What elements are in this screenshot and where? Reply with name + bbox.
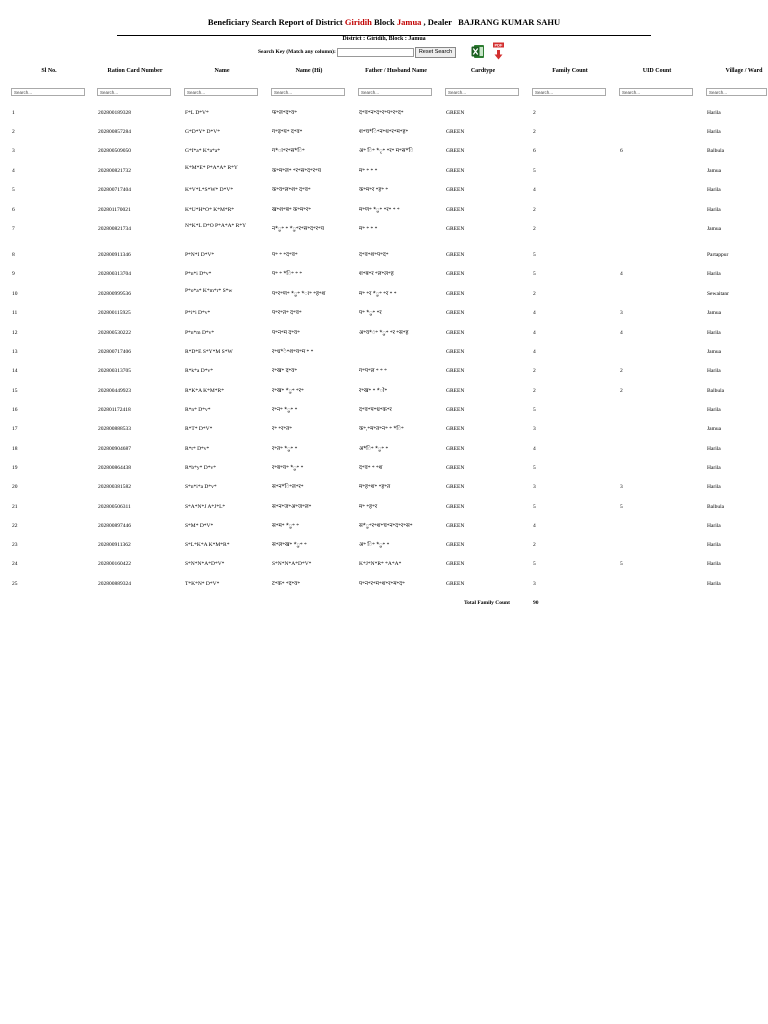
cell-ration-card-number: 202800449923 xyxy=(98,388,131,394)
cell-cardtype: GREEN xyxy=(446,561,465,567)
cell-name: R*T* D*V* xyxy=(185,426,213,432)
cell-sl-no: 13 xyxy=(12,349,18,355)
block-name: Jamua xyxy=(396,17,422,27)
cell-cardtype: GREEN xyxy=(446,465,465,471)
column-header-cardtype[interactable]: Cardtype xyxy=(470,68,496,74)
cell-name-hi: ट*क* *द*व* xyxy=(272,581,301,587)
cell-family-count: 5 xyxy=(533,561,536,567)
cell-ration-card-number: 202800115925 xyxy=(98,310,131,316)
cell-sl-no: 23 xyxy=(12,542,18,548)
cell-father-husband-name: र*ख* * *ो* xyxy=(359,388,388,394)
cell-name: R*k*a D*v* xyxy=(185,368,213,374)
cell-family-count: 2 xyxy=(533,388,536,394)
cell-family-count: 4 xyxy=(533,310,536,316)
cell-sl-no: 24 xyxy=(12,561,18,567)
cell-family-count: 5 xyxy=(533,504,536,510)
cell-ration-card-number: 202800857284 xyxy=(98,129,131,135)
cell-cardtype: GREEN xyxy=(446,523,465,529)
cell-name-hi: र*ख* द*व* xyxy=(272,368,298,374)
cell-ration-card-number: 202800717404 xyxy=(98,187,131,193)
cell-village-ward: Harila xyxy=(707,368,721,374)
cell-family-count: 4 xyxy=(533,349,536,355)
cell-ration-card-number: 202800889324 xyxy=(98,581,131,587)
cell-sl-no: 8 xyxy=(12,252,15,258)
cell-village-ward: Balbula xyxy=(707,388,725,394)
cell-name-hi: S*N*N*A*D*V* xyxy=(272,561,312,567)
cell-village-ward: Harila xyxy=(707,484,721,490)
cell-sl-no: 9 xyxy=(12,271,15,277)
cell-father-husband-name: श*ब*र *ल*ल*ह xyxy=(359,271,394,277)
cell-ration-card-number: 202800189328 xyxy=(98,110,131,116)
excel-icon[interactable] xyxy=(471,44,485,59)
cell-name-hi: प* * *ि* * * xyxy=(272,271,303,277)
cell-name: T*K*N* D*V* xyxy=(185,581,220,587)
cell-ration-card-number: 202800160422 xyxy=(98,561,131,567)
cell-ration-card-number: 202800911362 xyxy=(98,542,131,548)
column-header-ration-card-number[interactable]: Ration Card Number xyxy=(107,68,163,74)
cell-village-ward: Harila xyxy=(707,330,721,336)
cell-ration-card-number: 202800506311 xyxy=(98,504,131,510)
cell-father-husband-name: प*न*र*म*श*र*म*द* xyxy=(359,581,405,587)
cell-name-hi: क*म*ल* *र*स*द*र*य xyxy=(272,168,321,174)
cell-father-husband-name: द*व*प*ध*क*र xyxy=(359,407,392,413)
cell-father-husband-name: म* * * * xyxy=(359,168,378,174)
cell-sl-no: 2 xyxy=(12,129,15,135)
cell-family-count: 5 xyxy=(533,465,536,471)
cell-name: P*n*i D*v* xyxy=(185,271,212,277)
cell-name-hi: ग*ड़*य* द*व* xyxy=(272,129,303,135)
cell-cardtype: GREEN xyxy=(446,426,465,432)
dealer-name: BAJRANG KUMAR SAHU xyxy=(458,17,561,27)
column-header-father-husband-name[interactable]: Father / Husband Name xyxy=(365,68,427,74)
column-filter-name[interactable]: Search... xyxy=(184,88,258,96)
cell-name: P*i*i D*v* xyxy=(185,310,211,316)
cell-name: S*N*N*A*D*V* xyxy=(185,561,225,567)
cell-name-hi: फ*ल*द*व* xyxy=(272,110,297,116)
column-filter-name-hi[interactable]: Search... xyxy=(271,88,345,96)
column-header-uid-count[interactable]: UID Count xyxy=(642,68,672,74)
cell-ration-card-number: 202801172418 xyxy=(98,407,131,413)
cell-name-hi: प*न*म द*व* xyxy=(272,330,300,336)
cell-cardtype: GREEN xyxy=(446,581,465,587)
cell-father-husband-name: ग*प*ल * * * xyxy=(359,368,387,374)
cell-family-count: 5 xyxy=(533,168,536,174)
cell-father-husband-name: क*,*म*त*न* * *ि* xyxy=(359,426,404,432)
cell-family-count: 6 xyxy=(533,148,536,154)
cell-ration-card-number: 202800530222 xyxy=(98,330,131,336)
cell-name: K*U*H*O* K*M*R* xyxy=(185,207,235,213)
cell-sl-no: 16 xyxy=(12,407,18,413)
cell-sl-no: 20 xyxy=(12,484,18,490)
cell-sl-no: 4 xyxy=(12,168,15,174)
cell-name: S*n*i*a D*v* xyxy=(185,484,217,490)
cell-village-ward: Jamua xyxy=(707,226,722,232)
cell-family-count: 5 xyxy=(533,407,536,413)
cell-uid-count: 2 xyxy=(620,388,623,394)
cell-cardtype: GREEN xyxy=(446,388,465,394)
cell-name-hi: स*ल*ख* *ु* * xyxy=(272,542,307,548)
cell-name: R*n* D*v* xyxy=(185,407,211,413)
cell-father-husband-name: म*ह*श* *ह*त xyxy=(359,484,391,490)
cell-cardtype: GREEN xyxy=(446,504,465,510)
cell-name-hi: र*त* *ु* * xyxy=(272,446,298,452)
column-header-sl-no[interactable]: Sl No. xyxy=(41,68,57,74)
cell-sl-no: 7 xyxy=(12,226,15,232)
column-filter-cardtype[interactable]: Search... xyxy=(445,88,519,96)
cell-name: K*V*L*S*W* D*V* xyxy=(185,187,234,193)
cell-father-husband-name: अ*ि* *ु* * xyxy=(359,446,389,452)
district-name: Giridih xyxy=(344,17,372,27)
report-subtitle: District : Giridih, Block : Jamua xyxy=(342,36,426,42)
cell-family-count: 3 xyxy=(533,426,536,432)
cell-uid-count: 4 xyxy=(620,271,623,277)
cell-sl-no: 6 xyxy=(12,207,15,213)
total-family-count-label: Total Family Count xyxy=(464,600,510,606)
column-filter-uid-count[interactable]: Search... xyxy=(619,88,693,96)
cell-sl-no: 22 xyxy=(12,523,18,529)
cell-family-count: 3 xyxy=(533,581,536,587)
cell-cardtype: GREEN xyxy=(446,207,465,213)
cell-village-ward: Partappur xyxy=(707,252,729,258)
cell-name-hi: प* * *द*व* xyxy=(272,252,298,258)
cell-father-husband-name: म*ण* *ु* *र* * * xyxy=(359,207,400,213)
column-header-name-hi[interactable]: Name (Hi) xyxy=(295,68,323,74)
cell-village-ward: Jamua xyxy=(707,349,722,355)
cell-cardtype: GREEN xyxy=(446,129,465,135)
column-filter-family-count[interactable]: Search... xyxy=(532,88,606,96)
cell-sl-no: 25 xyxy=(12,581,18,587)
cell-name-hi: ग*ा*र*स*ि* xyxy=(272,148,305,154)
cell-sl-no: 1 xyxy=(12,110,15,116)
cell-name-hi: र*ध*े*श*य*म * * xyxy=(272,349,314,355)
cell-cardtype: GREEN xyxy=(446,407,465,413)
cell-name: G*I*a* K*a*a* xyxy=(185,148,220,154)
cell-cardtype: GREEN xyxy=(446,542,465,548)
cell-village-ward: Harila xyxy=(707,581,721,587)
cell-family-count: 5 xyxy=(533,252,536,258)
search-key-input[interactable] xyxy=(337,48,414,57)
cell-father-husband-name: द*व* * *श xyxy=(359,465,383,471)
cell-name-hi: र*न* *ु* * xyxy=(272,407,298,413)
cell-name: F*L D*V* xyxy=(185,110,209,116)
cell-village-ward: Balbula xyxy=(707,148,725,154)
cell-family-count: 4 xyxy=(533,446,536,452)
cell-village-ward: Jamua xyxy=(707,310,722,316)
cell-village-ward: Harila xyxy=(707,129,721,135)
cell-sl-no: 18 xyxy=(12,446,18,452)
cell-uid-count: 5 xyxy=(620,561,623,567)
cell-ration-card-number: 202800911346 xyxy=(98,252,131,258)
cell-sl-no: 5 xyxy=(12,187,15,193)
cell-father-husband-name: अ*व*ं* *ु* *र *स*ह xyxy=(359,330,409,336)
cell-name: S*M* D*V* xyxy=(185,523,214,529)
cell-cardtype: GREEN xyxy=(446,110,465,116)
column-filter-ration-card-number[interactable]: Search... xyxy=(97,88,171,96)
title-prefix: Beneficiary Search Report of District xyxy=(207,17,345,27)
cell-village-ward: Harila xyxy=(707,187,721,193)
cell-cardtype: GREEN xyxy=(446,271,465,277)
cell-name-hi: प*र*ण* *ु* *ा* *ह*श xyxy=(272,291,326,297)
cell-father-husband-name: K*J*N*R* *A*A* xyxy=(359,561,402,567)
global-search-bar xyxy=(258,46,456,58)
cell-sl-no: 10 xyxy=(12,291,18,297)
cell-sl-no: 17 xyxy=(12,426,18,432)
reset-search-button[interactable]: Reset Search xyxy=(415,47,456,58)
cell-name: S*A*N*J A*J*L* xyxy=(185,504,226,510)
pdf-download-icon[interactable] xyxy=(490,42,507,61)
total-family-count-value: 90 xyxy=(533,600,539,606)
cell-family-count: 3 xyxy=(533,484,536,490)
cell-father-husband-name: अ* ि* *ु* * xyxy=(359,542,390,548)
cell-sl-no: 21 xyxy=(12,504,18,510)
cell-family-count: 4 xyxy=(533,523,536,529)
cell-sl-no: 15 xyxy=(12,388,18,394)
cell-name: P*o*a* K*m*r* S*w xyxy=(185,288,233,294)
cell-uid-count: 4 xyxy=(620,330,623,336)
cell-cardtype: GREEN xyxy=(446,226,465,232)
cell-name-hi: क*व*ल*श* द*व* xyxy=(272,187,311,193)
cell-name: R*b*y* D*v* xyxy=(185,465,217,471)
cell-village-ward: Harila xyxy=(707,446,721,452)
cell-name-hi: र*ब*य* *ु* * xyxy=(272,465,304,471)
cell-name-hi: न*ु* * *ु*र*स*द*र*य xyxy=(272,226,324,232)
column-header-village-ward[interactable]: Village / Ward xyxy=(725,68,763,74)
cell-name: S*L*K*A K*M*R* xyxy=(185,542,230,548)
cell-family-count: 4 xyxy=(533,330,536,336)
cell-ration-card-number: 202800999536 xyxy=(98,291,131,297)
cell-ration-card-number: 202800864438 xyxy=(98,465,131,471)
cell-cardtype: GREEN xyxy=(446,330,465,336)
cell-father-husband-name: स*ु*र*श*च*न*द*र*स* xyxy=(359,523,413,529)
cell-uid-count: 2 xyxy=(620,368,623,374)
cell-ration-card-number: 202800717406 xyxy=(98,349,131,355)
cell-father-husband-name: द*व*श*प*द* xyxy=(359,252,389,258)
cell-name-hi: र*ख* *ु* *र* xyxy=(272,388,304,394)
cell-name-hi: स*न*ज*अ*ज*ल* xyxy=(272,504,312,510)
cell-name: N*K*L D*O P*A*A* R*Y xyxy=(185,223,247,229)
cell-family-count: 2 xyxy=(533,542,536,548)
cell-cardtype: GREEN xyxy=(446,187,465,193)
cell-name-hi: स*म* *ु* * xyxy=(272,523,300,529)
report-title xyxy=(0,17,768,27)
column-filter-village-ward[interactable]: Search... xyxy=(706,88,767,96)
cell-name: K*M*E* P*A*A* R*Y xyxy=(185,165,238,171)
search-key-label: Search Key (Match any column): xyxy=(258,49,336,55)
cell-name-hi: र* *र*त* xyxy=(272,426,293,432)
cell-family-count: 2 xyxy=(533,110,536,116)
cell-sl-no: 19 xyxy=(12,465,18,471)
cell-uid-count: 3 xyxy=(620,310,623,316)
cell-family-count: 2 xyxy=(533,207,536,213)
cell-family-count: 2 xyxy=(533,129,536,135)
cell-ration-card-number: 202800904687 xyxy=(98,446,131,452)
column-header-family-count[interactable]: Family Count xyxy=(552,68,588,74)
dealer-prefix: , Dealer xyxy=(421,17,454,27)
cell-cardtype: GREEN xyxy=(446,291,465,297)
cell-village-ward: Harila xyxy=(707,465,721,471)
cell-father-husband-name: श*च*ि*न*थ*र*म*ह* xyxy=(359,129,409,135)
cell-family-count: 2 xyxy=(533,226,536,232)
cell-father-husband-name: क*म*र *ह* * xyxy=(359,187,389,193)
cell-father-husband-name: द*व*न*द*र*प*र*द* xyxy=(359,110,404,116)
cell-name: P*n*m D*v* xyxy=(185,330,215,336)
cell-name: R*K*A K*M*R* xyxy=(185,388,224,394)
cell-name-hi: स*न*ि*ल*र* xyxy=(272,484,304,490)
cell-ration-card-number: 202801170021 xyxy=(98,207,131,213)
cell-village-ward: Harila xyxy=(707,207,721,213)
cell-village-ward: Harila xyxy=(707,542,721,548)
cell-family-count: 2 xyxy=(533,368,536,374)
cell-family-count: 2 xyxy=(533,291,536,297)
cell-ration-card-number: 202800897446 xyxy=(98,523,131,529)
cell-village-ward: Sewaitanr xyxy=(707,291,729,297)
cell-ration-card-number: 202800381582 xyxy=(98,484,131,490)
cell-family-count: 4 xyxy=(533,187,536,193)
cell-cardtype: GREEN xyxy=(446,446,465,452)
cell-name: G*D*Y* D*V* xyxy=(185,129,220,135)
cell-uid-count: 5 xyxy=(620,504,623,510)
cell-name: R*D*E S*Y*M S*W xyxy=(185,349,233,355)
cell-cardtype: GREEN xyxy=(446,148,465,154)
cell-village-ward: Harila xyxy=(707,407,721,413)
cell-sl-no: 14 xyxy=(12,368,18,374)
cell-sl-no: 11 xyxy=(12,310,18,316)
cell-uid-count: 6 xyxy=(620,148,623,154)
cell-cardtype: GREEN xyxy=(446,168,465,174)
cell-name: R*t* D*v* xyxy=(185,446,210,452)
cell-name-hi: प*र*त* द*व* xyxy=(272,310,302,316)
cell-village-ward: Harila xyxy=(707,271,721,277)
block-word: Block xyxy=(371,17,397,27)
cell-cardtype: GREEN xyxy=(446,252,465,258)
cell-father-husband-name: म* * * * xyxy=(359,226,378,232)
cell-cardtype: GREEN xyxy=(446,310,465,316)
cell-cardtype: GREEN xyxy=(446,349,465,355)
cell-ration-card-number: 202800821734 xyxy=(98,226,131,232)
cell-village-ward: Harila xyxy=(707,523,721,529)
cell-cardtype: GREEN xyxy=(446,368,465,374)
cell-sl-no: 12 xyxy=(12,330,18,336)
cell-name-hi: ख*श*ब* क*म*र* xyxy=(272,207,312,213)
cell-father-husband-name: प* *ु* *र xyxy=(359,310,382,316)
cell-family-count: 5 xyxy=(533,271,536,277)
cell-village-ward: Jamua xyxy=(707,168,722,174)
cell-sl-no: 3 xyxy=(12,148,15,154)
cell-village-ward: Harila xyxy=(707,110,721,116)
cell-ration-card-number: 202800821732 xyxy=(98,168,131,174)
cell-village-ward: Balbula xyxy=(707,504,725,510)
cell-name: P*N*I D*V* xyxy=(185,252,215,258)
cell-ration-card-number: 202800509050 xyxy=(98,148,131,154)
column-filter-sl-no[interactable]: Search... xyxy=(11,88,85,96)
cell-ration-card-number: 202800313705 xyxy=(98,368,131,374)
pdf-label: PDF xyxy=(494,42,503,48)
cell-village-ward: Harila xyxy=(707,561,721,567)
cell-father-husband-name: अ* ि* *ृ* *र* म*स*ि xyxy=(359,148,414,154)
cell-father-husband-name: म* *ह*र xyxy=(359,504,378,510)
cell-ration-card-number: 202800888533 xyxy=(98,426,131,432)
cell-village-ward: Jamua xyxy=(707,426,722,432)
column-header-name[interactable]: Name xyxy=(214,68,230,74)
cell-ration-card-number: 202800313704 xyxy=(98,271,131,277)
cell-father-husband-name: म* *र *ु* *र * * xyxy=(359,291,397,297)
cell-cardtype: GREEN xyxy=(446,484,465,490)
cell-uid-count: 3 xyxy=(620,484,623,490)
column-filter-father-husband-name[interactable]: Search... xyxy=(358,88,432,96)
